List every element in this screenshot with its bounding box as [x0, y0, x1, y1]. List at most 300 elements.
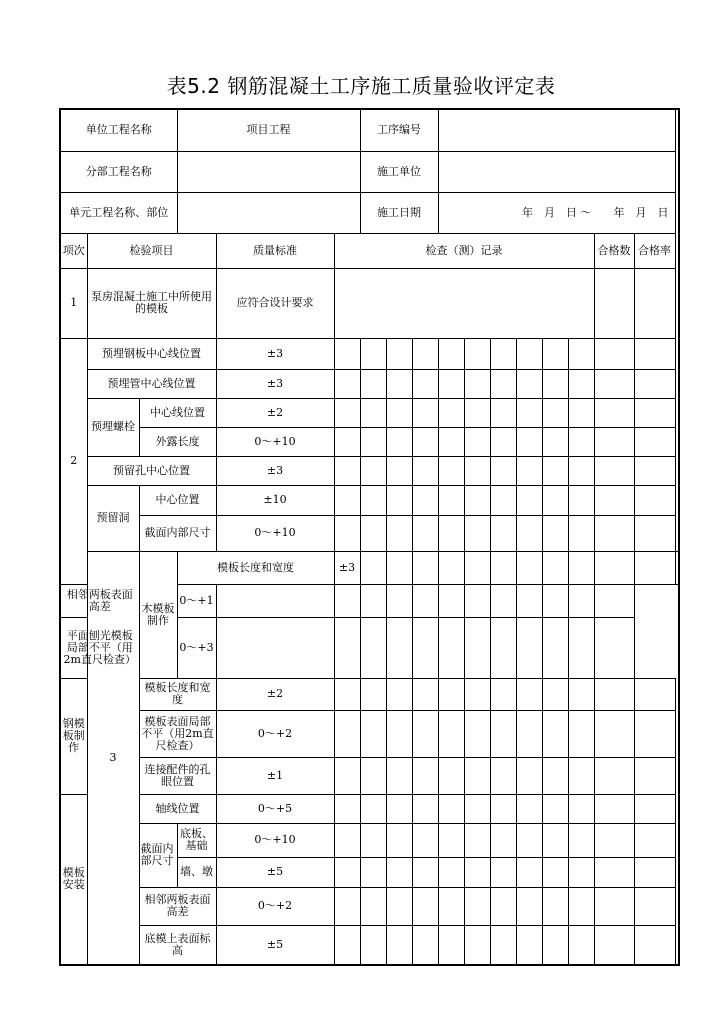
table-row [60, 887, 679, 925]
check-cell[interactable] [516, 617, 542, 678]
table-row [60, 456, 679, 485]
check-cell[interactable] [490, 617, 516, 678]
quality-standard: ±3 [334, 551, 360, 584]
check-cell[interactable] [360, 925, 386, 965]
check-cell[interactable] [542, 485, 568, 515]
check-cell[interactable] [490, 710, 516, 757]
check-cell[interactable] [542, 925, 568, 965]
check-cell[interactable] [386, 515, 412, 551]
check-cell[interactable] [334, 710, 360, 757]
check-cell[interactable] [334, 485, 360, 515]
check-cell[interactable] [412, 584, 438, 617]
table-row [60, 369, 679, 398]
pass-count-cell[interactable] [594, 925, 634, 965]
check-cell[interactable] [516, 551, 542, 584]
check-cell[interactable] [360, 369, 386, 398]
group-label: 钢模板制作 [60, 678, 87, 794]
check-cell[interactable] [490, 515, 516, 551]
check-cell[interactable] [360, 710, 386, 757]
check-cell[interactable] [412, 925, 438, 965]
check-cell[interactable] [568, 887, 594, 925]
pass-count-cell[interactable] [594, 678, 634, 710]
check-cell[interactable] [386, 485, 412, 515]
check-cell[interactable] [360, 515, 386, 551]
check-cell[interactable] [412, 757, 438, 794]
pass-rate-cell[interactable] [634, 398, 675, 427]
division-label: 分部工程名称 [60, 151, 177, 192]
quality-standard: ±3 [216, 369, 334, 398]
check-cell[interactable] [438, 823, 464, 857]
pass-rate-cell[interactable] [675, 551, 679, 584]
check-cell[interactable] [516, 515, 542, 551]
table-row [60, 338, 679, 369]
pass-rate-cell[interactable] [634, 369, 675, 398]
inspection-item: 轴线位置 [139, 794, 216, 823]
check-cell[interactable] [386, 427, 412, 456]
check-cell[interactable] [516, 678, 542, 710]
check-cell[interactable] [412, 887, 438, 925]
inspection-item: 泵房混凝土施工中所使用的模板 [87, 268, 216, 338]
check-cell[interactable] [568, 551, 594, 584]
pass-rate-cell[interactable] [634, 887, 675, 925]
pass-count-cell[interactable] [594, 710, 634, 757]
check-cell[interactable] [516, 338, 542, 369]
check-cell[interactable] [542, 369, 568, 398]
pass-count-cell[interactable] [594, 823, 634, 857]
check-cell[interactable] [412, 456, 438, 485]
inspection-item: 中心位置 [139, 485, 216, 515]
check-cell[interactable] [334, 338, 360, 369]
check-cell[interactable] [334, 617, 360, 678]
check-cell[interactable] [216, 617, 334, 678]
check-cell[interactable] [438, 515, 464, 551]
pass-count-cell[interactable] [594, 427, 634, 456]
check-cell[interactable] [438, 757, 464, 794]
check-cell[interactable] [490, 584, 516, 617]
check-cell[interactable] [216, 584, 334, 617]
table-row [60, 551, 679, 584]
check-cell[interactable] [464, 617, 490, 678]
header-item-no: 项次 [60, 233, 87, 268]
check-cell[interactable] [334, 887, 360, 925]
check-cell[interactable] [542, 515, 568, 551]
table-row [60, 710, 679, 757]
check-cell[interactable] [516, 427, 542, 456]
check-cell[interactable] [516, 456, 542, 485]
contractor-value[interactable] [438, 151, 675, 192]
inspection-item: 中心线位置 [139, 398, 216, 427]
check-cell[interactable] [334, 584, 360, 617]
check-cell[interactable] [568, 338, 594, 369]
check-cell[interactable] [412, 857, 438, 887]
date-value[interactable]: 年 月 日 ～ 年 月 日 [438, 192, 675, 233]
quality-standard: 0～+5 [216, 794, 334, 823]
inspection-item: 外露长度 [139, 427, 216, 456]
check-cell[interactable] [490, 369, 516, 398]
pass-rate-cell[interactable] [594, 584, 634, 617]
check-cell[interactable] [542, 678, 568, 710]
check-cell[interactable] [386, 887, 412, 925]
check-cell[interactable] [568, 398, 594, 427]
quality-standard: 0～+2 [216, 710, 334, 757]
check-cell[interactable] [542, 456, 568, 485]
inspection-item: 预埋钢板中心线位置 [87, 338, 216, 369]
pass-count-cell[interactable] [594, 757, 634, 794]
header-pass-rate: 合格率 [634, 233, 675, 268]
group-label: 模板安装 [60, 794, 87, 965]
pass-count-cell[interactable] [594, 369, 634, 398]
check-cell[interactable] [568, 369, 594, 398]
table-row [60, 398, 679, 427]
check-cell[interactable] [334, 857, 360, 887]
check-cell[interactable] [438, 887, 464, 925]
check-cell[interactable] [568, 757, 594, 794]
quality-standard: ±5 [216, 925, 334, 965]
pass-rate-cell[interactable] [634, 678, 675, 710]
check-cell[interactable] [490, 857, 516, 887]
check-cell[interactable] [334, 678, 360, 710]
check-cell[interactable] [438, 857, 464, 887]
table-row [60, 794, 679, 823]
check-cell[interactable] [516, 887, 542, 925]
check-cell[interactable] [412, 794, 438, 823]
check-cell[interactable] [542, 757, 568, 794]
date-label: 施工日期 [360, 192, 438, 233]
check-cell[interactable] [438, 710, 464, 757]
table-row [60, 515, 679, 551]
check-cell[interactable] [412, 427, 438, 456]
check-cell[interactable] [386, 369, 412, 398]
check-cell[interactable] [516, 485, 542, 515]
check-cell[interactable] [464, 398, 490, 427]
check-cell[interactable] [516, 369, 542, 398]
check-cell[interactable] [464, 710, 490, 757]
check-cell[interactable] [542, 617, 568, 678]
check-cell[interactable] [490, 678, 516, 710]
quality-standard: 0～+10 [216, 823, 334, 857]
pass-count-cell[interactable] [594, 485, 634, 515]
check-cell[interactable] [568, 710, 594, 757]
quality-standard: ±1 [216, 757, 334, 794]
quality-standard: ±3 [216, 338, 334, 369]
check-cell[interactable] [490, 551, 516, 584]
check-cell[interactable] [438, 617, 464, 678]
check-cell[interactable] [334, 757, 360, 794]
check-cell[interactable] [412, 485, 438, 515]
table-row [60, 678, 679, 710]
inspection-item: 底板、基础 [177, 823, 216, 857]
table-row [60, 925, 679, 965]
item-no: 1 [60, 268, 87, 338]
inspection-item: 相邻两板表面高差 [139, 887, 216, 925]
check-cell[interactable] [568, 823, 594, 857]
quality-evaluation-table [59, 108, 680, 966]
check-cell[interactable] [516, 757, 542, 794]
check-cell[interactable] [464, 823, 490, 857]
check-cell[interactable] [360, 678, 386, 710]
inspection-item: 模板长度和宽度 [177, 551, 334, 584]
table-row [60, 757, 679, 794]
pass-count-cell[interactable] [594, 338, 634, 369]
check-record-cell[interactable] [334, 268, 594, 338]
check-cell[interactable] [490, 823, 516, 857]
division-value[interactable] [177, 151, 360, 192]
check-cell[interactable] [360, 887, 386, 925]
inspection-item: 连接配件的孔眼位置 [139, 757, 216, 794]
check-cell[interactable] [464, 857, 490, 887]
check-cell[interactable] [542, 584, 568, 617]
check-cell[interactable] [516, 823, 542, 857]
pass-count-cell[interactable] [594, 515, 634, 551]
table-row [60, 485, 679, 515]
check-cell[interactable] [594, 551, 634, 584]
check-cell[interactable] [464, 887, 490, 925]
check-cell[interactable] [438, 794, 464, 823]
check-cell[interactable] [464, 794, 490, 823]
check-cell[interactable] [386, 857, 412, 887]
check-cell[interactable] [412, 617, 438, 678]
group-label: 预埋螺栓 [87, 398, 139, 456]
check-cell[interactable] [464, 338, 490, 369]
pass-rate-cell[interactable] [634, 427, 675, 456]
check-cell[interactable] [334, 515, 360, 551]
check-cell[interactable] [334, 925, 360, 965]
inspection-item: 模板表面局部不平（用2m直尺检查） [139, 710, 216, 757]
check-cell[interactable] [568, 456, 594, 485]
check-cell[interactable] [412, 398, 438, 427]
check-cell[interactable] [386, 338, 412, 369]
check-cell[interactable] [542, 823, 568, 857]
pass-rate-cell[interactable] [634, 515, 675, 551]
pass-rate-cell[interactable] [594, 617, 634, 678]
inspection-item: 预埋管中心线位置 [87, 369, 216, 398]
check-cell[interactable] [568, 857, 594, 887]
check-cell[interactable] [568, 485, 594, 515]
pass-rate-cell[interactable] [634, 338, 675, 369]
check-cell[interactable] [360, 456, 386, 485]
check-cell[interactable] [438, 678, 464, 710]
check-cell[interactable] [542, 887, 568, 925]
check-cell[interactable] [360, 757, 386, 794]
check-cell[interactable] [360, 857, 386, 887]
pass-rate-cell[interactable] [634, 757, 675, 794]
inspection-item: 预留孔中心位置 [87, 456, 216, 485]
check-cell[interactable] [334, 427, 360, 456]
quality-standard: 0～+10 [216, 515, 334, 551]
check-cell[interactable] [568, 515, 594, 551]
inspection-item: 模板长度和宽度 [139, 678, 216, 710]
pass-count-cell[interactable] [568, 584, 594, 617]
inspection-item: 截面内部尺寸 [139, 515, 216, 551]
check-cell[interactable] [360, 485, 386, 515]
check-cell[interactable] [386, 794, 412, 823]
check-cell[interactable] [516, 584, 542, 617]
check-cell[interactable] [490, 925, 516, 965]
quality-standard: ±2 [216, 678, 334, 710]
check-cell[interactable] [438, 369, 464, 398]
check-cell[interactable] [438, 925, 464, 965]
check-cell[interactable] [360, 617, 386, 678]
check-cell[interactable] [334, 398, 360, 427]
check-cell[interactable] [490, 427, 516, 456]
check-cell[interactable] [360, 551, 386, 584]
check-cell[interactable] [412, 338, 438, 369]
check-cell[interactable] [438, 456, 464, 485]
item-no: 2 [60, 338, 87, 584]
check-cell[interactable] [360, 338, 386, 369]
quality-standard: 0～+3 [177, 617, 216, 678]
check-cell[interactable] [438, 398, 464, 427]
quality-standard: ±2 [216, 398, 334, 427]
check-cell[interactable] [568, 427, 594, 456]
check-cell[interactable] [490, 398, 516, 427]
check-cell[interactable] [412, 551, 438, 584]
check-cell[interactable] [386, 823, 412, 857]
table-row [60, 427, 679, 456]
check-cell[interactable] [464, 369, 490, 398]
inspection-item: 底模上表面标高 [139, 925, 216, 965]
pass-rate-cell[interactable] [634, 857, 675, 887]
check-cell[interactable] [542, 398, 568, 427]
check-cell[interactable] [360, 823, 386, 857]
quality-standard: ±5 [216, 857, 334, 887]
check-cell[interactable] [542, 794, 568, 823]
pass-count-cell[interactable] [634, 551, 675, 584]
check-cell[interactable] [334, 823, 360, 857]
check-cell[interactable] [412, 710, 438, 757]
quality-standard: ±3 [216, 456, 334, 485]
inspection-item: 相邻两板表面高差 [60, 584, 139, 617]
pass-count-cell[interactable] [594, 268, 634, 338]
pass-count-cell[interactable] [594, 887, 634, 925]
quality-standard: 0～+2 [216, 887, 334, 925]
check-cell[interactable] [360, 398, 386, 427]
pass-count-cell[interactable] [594, 398, 634, 427]
table-row [60, 823, 679, 857]
check-cell[interactable] [438, 338, 464, 369]
check-cell[interactable] [490, 338, 516, 369]
check-cell[interactable] [490, 456, 516, 485]
inspection-item: 平面刨光模板局部不平（用2m直尺检查） [60, 617, 139, 678]
check-cell[interactable] [334, 794, 360, 823]
check-cell[interactable] [412, 678, 438, 710]
unit-project-label: 单位工程名称 [60, 109, 177, 151]
process-no-label: 工序编号 [360, 109, 438, 151]
check-cell[interactable] [438, 551, 464, 584]
page-title: 表5.2 钢筋混凝土工序施工质量验收评定表 [166, 74, 556, 98]
check-cell[interactable] [516, 857, 542, 887]
check-cell[interactable] [412, 369, 438, 398]
check-cell[interactable] [516, 398, 542, 427]
contractor-label: 施工单位 [360, 151, 438, 192]
pass-count-cell[interactable] [594, 456, 634, 485]
check-cell[interactable] [516, 925, 542, 965]
quality-standard: 0～+1 [177, 584, 216, 617]
process-no-value[interactable] [438, 109, 675, 151]
check-cell[interactable] [386, 456, 412, 485]
quality-standard: 0～+10 [216, 427, 334, 456]
check-cell[interactable] [568, 925, 594, 965]
check-cell[interactable] [542, 857, 568, 887]
check-cell[interactable] [386, 678, 412, 710]
group-label: 预留洞 [87, 485, 139, 551]
quality-standard: 应符合设计要求 [216, 268, 334, 338]
check-cell[interactable] [360, 584, 386, 617]
header-inspection-item: 检验项目 [87, 233, 216, 268]
check-cell[interactable] [542, 427, 568, 456]
check-cell[interactable] [438, 584, 464, 617]
check-cell[interactable] [386, 617, 412, 678]
check-cell[interactable] [334, 369, 360, 398]
check-cell[interactable] [386, 710, 412, 757]
check-cell[interactable] [490, 485, 516, 515]
pass-rate-cell[interactable] [634, 925, 675, 965]
check-cell[interactable] [464, 584, 490, 617]
check-cell[interactable] [412, 823, 438, 857]
pass-rate-cell[interactable] [634, 456, 675, 485]
group-label: 截面内部尺寸 [139, 823, 177, 887]
check-cell[interactable] [412, 515, 438, 551]
header-quality-standard: 质量标准 [216, 233, 334, 268]
check-cell[interactable] [542, 338, 568, 369]
check-cell[interactable] [360, 794, 386, 823]
inspection-item: 墙、墩 [177, 857, 216, 887]
check-cell[interactable] [438, 485, 464, 515]
check-cell[interactable] [464, 551, 490, 584]
check-cell[interactable] [464, 456, 490, 485]
check-cell[interactable] [542, 551, 568, 584]
quality-standard: ±10 [216, 485, 334, 515]
check-cell[interactable] [334, 456, 360, 485]
check-cell[interactable] [360, 427, 386, 456]
check-cell[interactable] [386, 551, 412, 584]
check-cell[interactable] [490, 757, 516, 794]
check-cell[interactable] [464, 515, 490, 551]
pass-rate-cell[interactable] [634, 485, 675, 515]
element-label: 单元工程名称、部位 [60, 192, 177, 233]
check-cell[interactable] [490, 887, 516, 925]
pass-rate-cell[interactable] [634, 794, 675, 823]
check-cell[interactable] [386, 925, 412, 965]
pass-rate-cell[interactable] [634, 268, 675, 338]
check-cell[interactable] [438, 427, 464, 456]
check-cell[interactable] [386, 398, 412, 427]
check-cell[interactable] [516, 710, 542, 757]
check-cell[interactable] [464, 678, 490, 710]
pass-rate-cell[interactable] [634, 823, 675, 857]
unit-project-value[interactable]: 项目工程 [177, 109, 360, 151]
header-check-record: 检查（测）记录 [334, 233, 594, 268]
header-pass-count: 合格数 [594, 233, 634, 268]
check-cell[interactable] [542, 710, 568, 757]
check-cell[interactable] [386, 584, 412, 617]
pass-count-cell[interactable] [568, 617, 594, 678]
check-cell[interactable] [464, 427, 490, 456]
check-cell[interactable] [516, 794, 542, 823]
check-cell[interactable] [464, 485, 490, 515]
pass-count-cell[interactable] [594, 857, 634, 887]
check-cell[interactable] [464, 757, 490, 794]
pass-rate-cell[interactable] [634, 710, 675, 757]
check-cell[interactable] [386, 757, 412, 794]
pass-count-cell[interactable] [594, 794, 634, 823]
item-no: 3 [87, 551, 139, 965]
element-value[interactable] [177, 192, 360, 233]
check-cell[interactable] [490, 794, 516, 823]
check-cell[interactable] [568, 678, 594, 710]
check-cell[interactable] [464, 925, 490, 965]
check-cell[interactable] [568, 794, 594, 823]
